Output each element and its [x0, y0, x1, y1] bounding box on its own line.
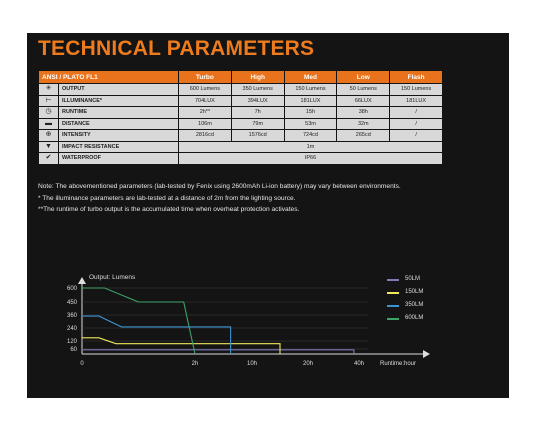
table-cell: 50 Lumens	[337, 84, 390, 96]
y-tick-label: 450	[66, 300, 77, 306]
row-label: WATERPROOF	[59, 153, 179, 165]
impact-icon: ▼	[45, 142, 52, 150]
legend-label: 350LM	[405, 302, 424, 308]
legend-swatch-50lm	[387, 279, 399, 281]
table-cell: 265cd	[337, 130, 390, 142]
note-line: * The illuminance parameters are lab-tested at a distance of 2m from the lighting source.	[38, 194, 296, 202]
waterproof-icon: ✔	[45, 154, 52, 162]
table-cell: 53m	[284, 118, 337, 130]
table-row	[39, 141, 443, 153]
runtime-chart	[38, 268, 438, 373]
header-standard: ANSI / PLATO FL1	[39, 71, 179, 84]
table-row	[39, 95, 443, 107]
table-cell: 38h	[337, 107, 390, 119]
y-tick-label: 120	[66, 339, 77, 345]
row-label: ILLUMINANCE*	[59, 95, 179, 107]
illuminance-icon: ⊢	[45, 96, 52, 104]
page-title: TECHNICAL PARAMETERS	[38, 37, 315, 60]
y-tick-label: 600	[66, 286, 77, 292]
table-cell: 150 Lumens	[284, 84, 337, 96]
table-row	[39, 153, 443, 165]
table-cell: 2816cd	[179, 130, 232, 142]
legend-label: 50LM	[405, 276, 421, 282]
row-label: IMPACT RESISTANCE	[59, 141, 179, 153]
header-high: High	[231, 71, 284, 84]
table-cell: 7h	[231, 107, 284, 119]
legend-label: 600LM	[405, 315, 424, 321]
table-row	[39, 84, 443, 96]
runtime-icon: ◷	[45, 108, 52, 116]
table-cell: 724cd	[284, 130, 337, 142]
table-cell: 1m	[179, 141, 443, 153]
table-cell: /	[390, 118, 443, 130]
header-turbo: Turbo	[179, 71, 232, 84]
series-line-350lm	[82, 316, 231, 354]
legend-swatch-600lm	[387, 318, 399, 320]
table-cell: 2h**	[179, 107, 232, 119]
row-label: INTENSITY	[59, 130, 179, 142]
table-cell: 66LUX	[337, 95, 390, 107]
row-label: DISTANCE	[59, 118, 179, 130]
table-cell: IP66	[179, 153, 443, 165]
table-cell: 181LUX	[390, 95, 443, 107]
table-row	[39, 130, 443, 142]
legend-label: 150LM	[405, 289, 424, 295]
table-cell: 181LUX	[284, 95, 337, 107]
header-low: Low	[337, 71, 390, 84]
x-tick-label: 2h	[191, 361, 199, 367]
x-axis-title: Runtime:hour	[380, 361, 417, 367]
table-cell: /	[390, 130, 443, 142]
y-axis-title: Output: Lumens	[89, 274, 136, 281]
legend-swatch-350lm	[387, 305, 399, 307]
legend-swatch-150lm	[387, 292, 399, 294]
x-tick-label: 0	[80, 361, 84, 367]
x-tick-label: 10h	[246, 361, 258, 367]
output-icon: ✳	[45, 85, 52, 93]
table-cell: /	[390, 107, 443, 119]
intensity-icon: ⊕	[45, 131, 52, 139]
table-cell: 1576cd	[231, 130, 284, 142]
x-tick-label: 40h	[353, 361, 365, 367]
table-cell: 150 Lumens	[390, 84, 443, 96]
note-line: Note: The abovementioned parameters (lab-tested by Fenix using 2600mAh Li-ion battery) may vary between environments.	[38, 183, 401, 190]
spec-table	[38, 70, 443, 165]
table-cell: 600 Lumens	[179, 84, 232, 96]
y-tick-label: 240	[66, 326, 77, 332]
distance-icon: ▬	[45, 119, 52, 127]
table-cell: 350 Lumens	[231, 84, 284, 96]
table-cell: 106m	[179, 118, 232, 130]
table-cell: 79m	[231, 118, 284, 130]
row-label: OUTPUT	[59, 84, 179, 96]
table-row	[39, 118, 443, 130]
table-cell: 394LUX	[231, 95, 284, 107]
header-flash: Flash	[390, 71, 443, 84]
table-cell: 32m	[337, 118, 390, 130]
y-tick-label: 360	[66, 313, 77, 319]
table-cell: 15h	[284, 107, 337, 119]
row-label: RUNTIME	[59, 107, 179, 119]
header-med: Med	[284, 71, 337, 84]
x-axis-arrow	[423, 350, 430, 358]
y-tick-label: 60	[70, 347, 77, 353]
table-row	[39, 107, 443, 119]
series-line-50lm	[82, 350, 354, 354]
notes-block	[38, 181, 478, 216]
note-line: **The runtime of turbo output is the accumulated time when overheat protection activates.	[38, 206, 300, 213]
y-axis-arrow	[78, 277, 86, 284]
table-cell: 704LUX	[179, 95, 232, 107]
series-line-150lm	[82, 338, 280, 354]
x-tick-label: 20h	[302, 361, 314, 367]
spec-header-row	[39, 71, 443, 84]
